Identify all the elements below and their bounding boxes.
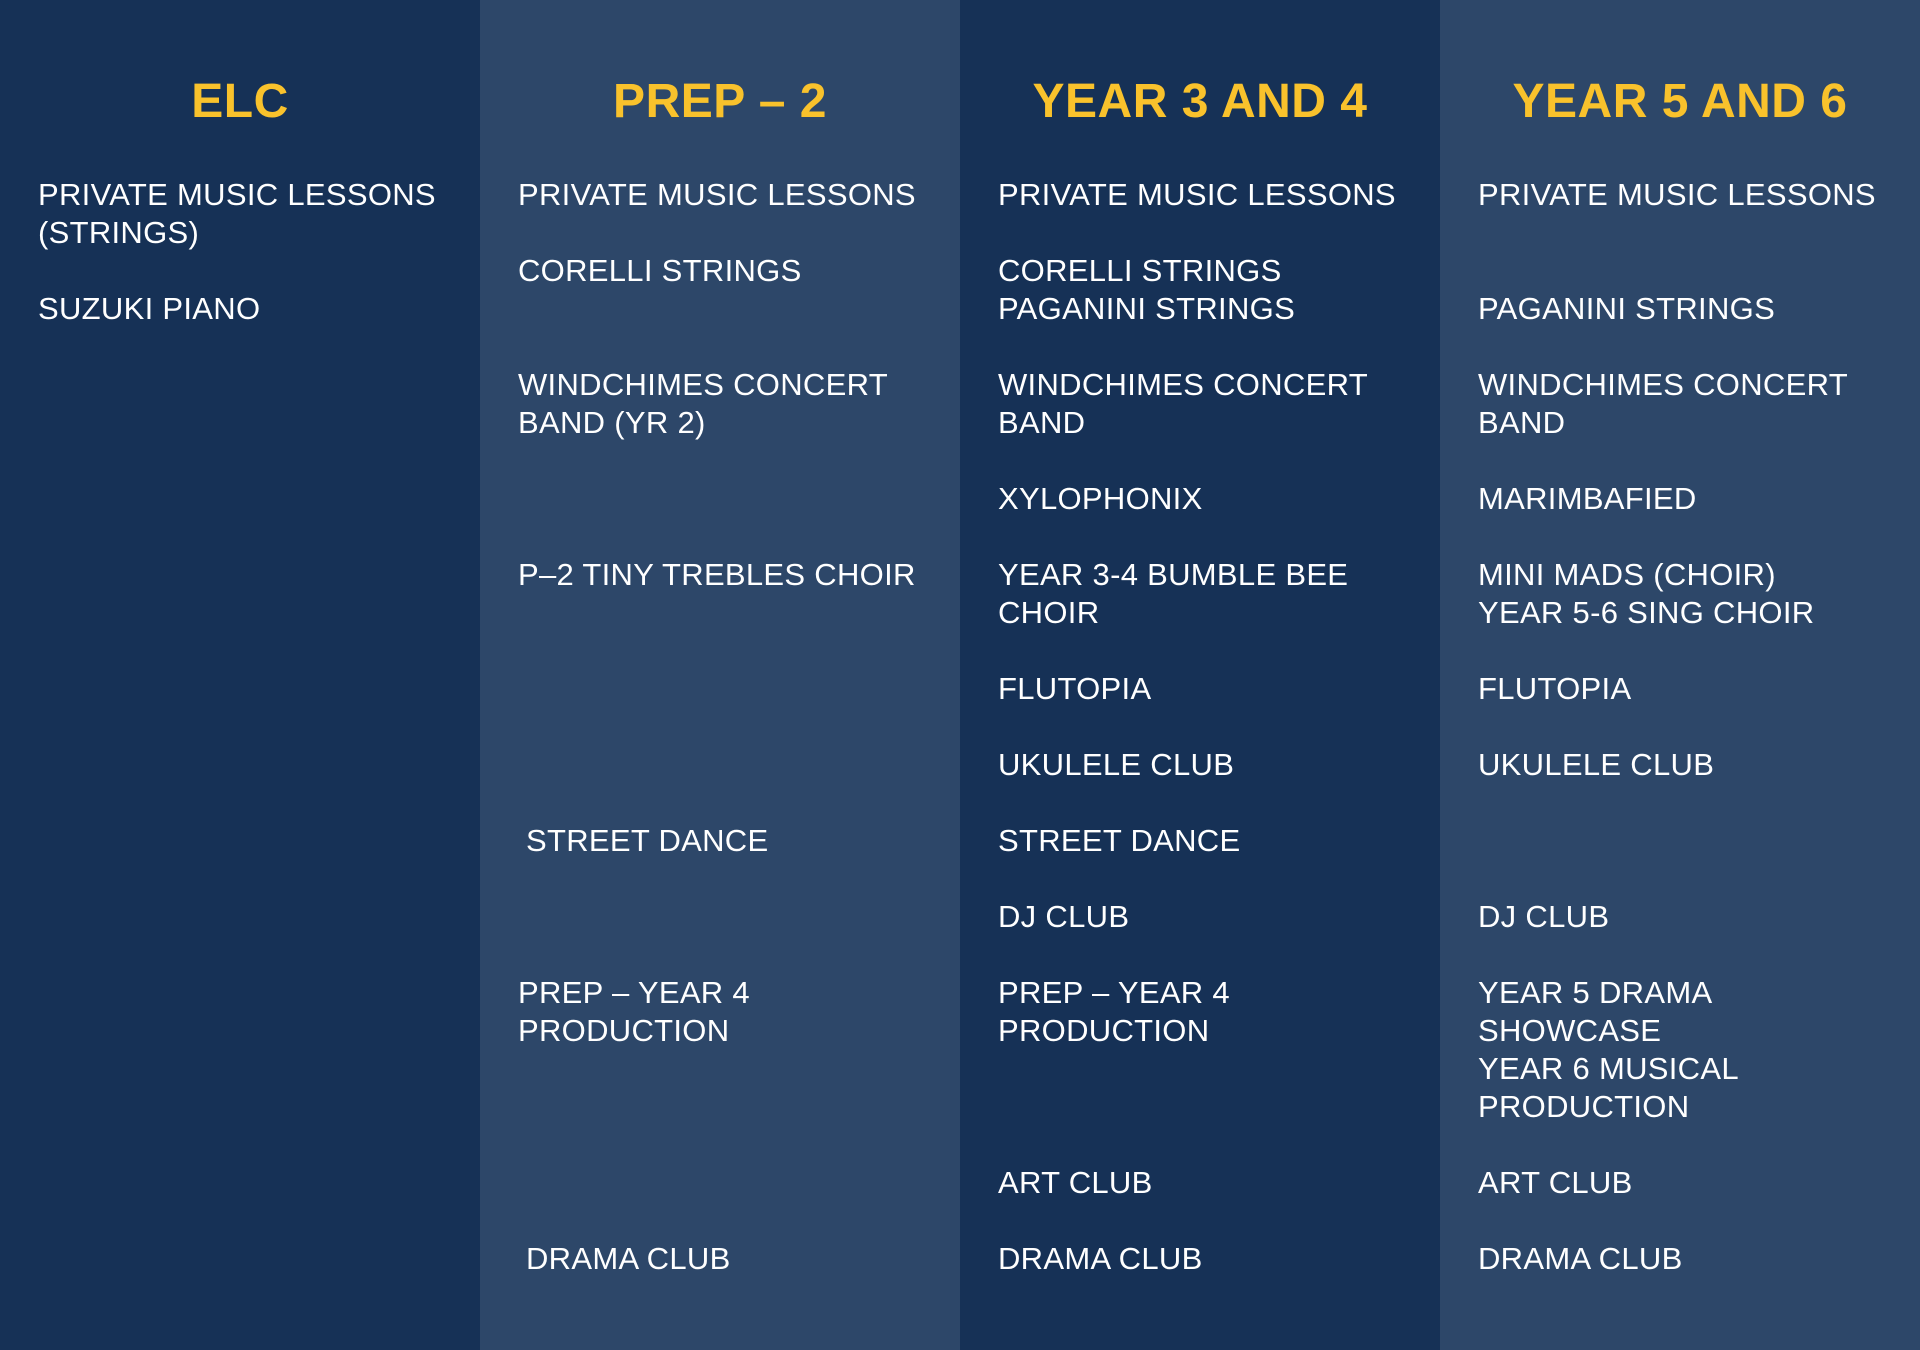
list-item: MINI MADS (CHOIR) YEAR 5-6 SING CHOIR: [1478, 557, 1815, 630]
column-year-3-and-4: [960, 0, 1440, 1350]
column-elc: [0, 0, 480, 1350]
list-item: STREET DANCE: [998, 823, 1241, 858]
list-item: DRAMA CLUB: [526, 1241, 731, 1276]
list-item: STREET DANCE: [526, 823, 769, 858]
list-item: WINDCHIMES CONCERT BAND: [1478, 367, 1848, 440]
list-item: PRIVATE MUSIC LESSONS: [998, 177, 1396, 212]
list-item: PRIVATE MUSIC LESSONS (STRINGS): [38, 177, 436, 250]
list-item: PRIVATE MUSIC LESSONS: [518, 177, 916, 212]
list-item: CORELLI STRINGS PAGANINI STRINGS: [998, 253, 1296, 326]
list-item: YEAR 5 DRAMA SHOWCASE YEAR 6 MUSICAL PRODUCTION: [1478, 975, 1739, 1124]
list-item: XYLOPHONIX: [998, 481, 1203, 516]
list-item: DJ CLUB: [998, 899, 1130, 934]
list-item: P–2 TINY TREBLES CHOIR: [518, 557, 916, 592]
column-title: YEAR 3 AND 4: [1032, 75, 1368, 128]
column-title: YEAR 5 AND 6: [1512, 75, 1848, 128]
list-item: YEAR 3-4 BUMBLE BEE CHOIR: [998, 557, 1349, 630]
column-prep-2: [480, 0, 960, 1350]
list-item: MARIMBAFIED: [1478, 481, 1697, 516]
list-item: SUZUKI PIANO: [38, 291, 261, 326]
list-item: FLUTOPIA: [998, 671, 1152, 706]
list-item: ART CLUB: [998, 1165, 1153, 1200]
list-item: DRAMA CLUB: [1478, 1241, 1683, 1276]
column-title: PREP – 2: [613, 75, 827, 128]
list-item: PAGANINI STRINGS: [1478, 291, 1776, 326]
list-item: PREP – YEAR 4 PRODUCTION: [518, 975, 750, 1048]
list-item: WINDCHIMES CONCERT BAND (YR 2): [518, 367, 888, 440]
list-item: UKULELE CLUB: [998, 747, 1235, 782]
list-item: PRIVATE MUSIC LESSONS: [1478, 177, 1876, 212]
list-item: UKULELE CLUB: [1478, 747, 1715, 782]
column-title: ELC: [191, 75, 289, 128]
list-item: FLUTOPIA: [1478, 671, 1632, 706]
list-item: CORELLI STRINGS: [518, 253, 802, 288]
list-item: DRAMA CLUB: [998, 1241, 1203, 1276]
list-item: DJ CLUB: [1478, 899, 1610, 934]
list-item: WINDCHIMES CONCERT BAND: [998, 367, 1368, 440]
list-item: PREP – YEAR 4 PRODUCTION: [998, 975, 1230, 1048]
column-year-5-and-6: [1440, 0, 1920, 1350]
list-item: ART CLUB: [1478, 1165, 1633, 1200]
